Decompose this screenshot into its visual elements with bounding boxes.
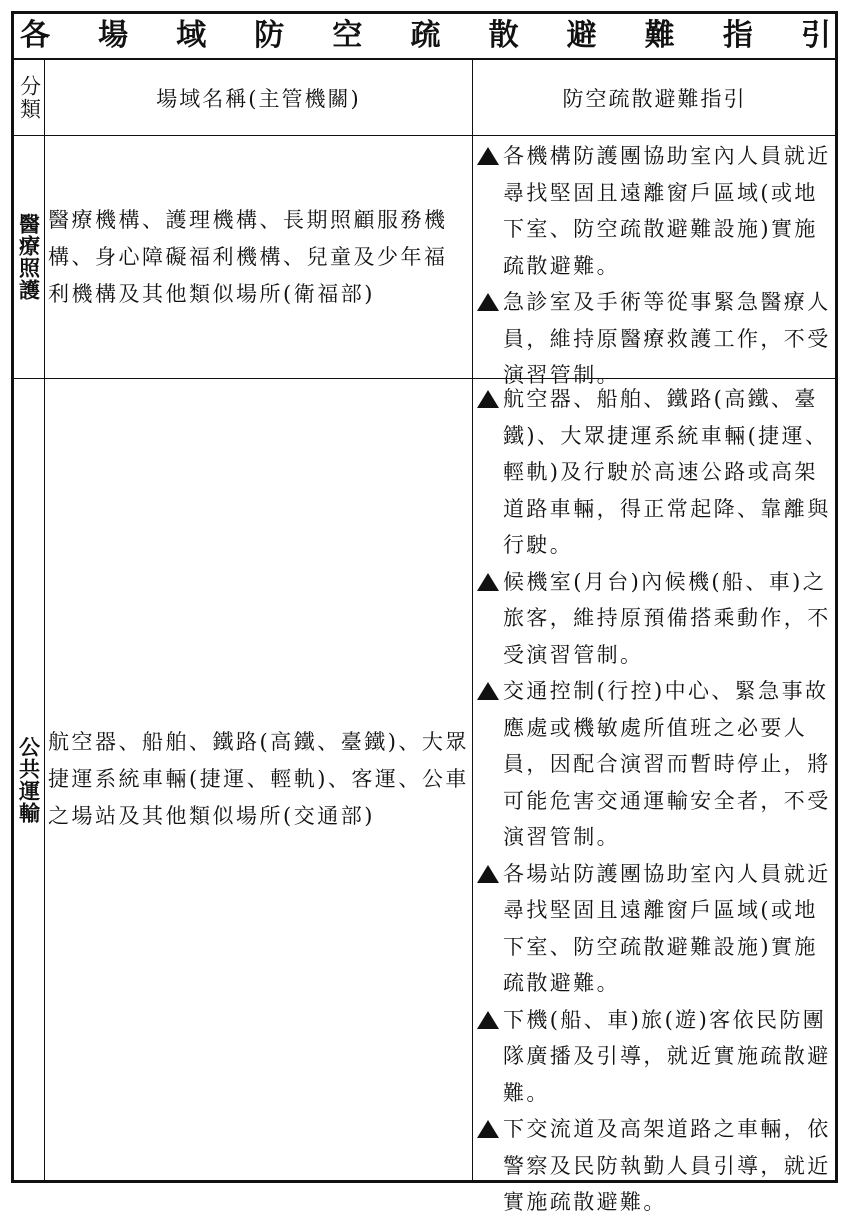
- triangle-bullet-icon: [476, 1111, 503, 1147]
- row-category: 醫療照護: [16, 213, 42, 301]
- guidance-item: [476, 673, 831, 856]
- header-guidance: 防空疏散避難指引: [562, 86, 747, 111]
- guidance-item: [476, 138, 831, 284]
- row-medical-category-cell: [14, 136, 44, 378]
- triangle-bullet-icon: [476, 564, 503, 600]
- guidance-text: 各場站防護團協助室內人員就近尋找堅固且遠離窗戶區域(或地下室、防空疏散避難設施)實施疏散避難。: [503, 861, 831, 995]
- row-venue: 醫療機構、護理機構、長期照顧服務機構、身心障礙福利機構、兒童及少年福利機構及其他類似場所(衛福部): [48, 207, 448, 306]
- row-category: 公共運輸: [16, 735, 42, 824]
- guidance-text: 下交流道及高架道路之車輛，依警察及民防執勤人員引導，就近實施疏散避難。: [503, 1117, 831, 1214]
- row-venue: 航空器、船舶、鐵路(高鐵、臺鐵)、大眾捷運系統車輛(捷運、輕軌)、客運、公車之場站及其他類似場所(交通部): [48, 730, 469, 828]
- guidance-text: 交通控制(行控)中心、緊急事故應處或機敏處所值班之必要人員，因配合演習而暫時停止，將可能危害交通運輸安全者，不受演習管制。: [503, 679, 831, 849]
- guidance-text: 航空器、船舶、鐵路(高鐵、臺鐵)、大眾捷運系統車輛(捷運、輕軌)及行駛於高速公路或高架道路車輛，得正常起降、靠離與行駛。: [503, 387, 831, 557]
- guidance-item: [476, 381, 831, 564]
- row-transport-venue-cell: [45, 379, 472, 1180]
- guidance-text: 急診室及手術等從事緊急醫療人員，維持原醫療救護工作，不受演習管制。: [503, 290, 831, 387]
- guidance-text: 候機室(月台)內候機(船、車)之旅客，維持原預備搭乘動作，不受演習管制。: [503, 569, 831, 667]
- header-category-cell: [14, 60, 44, 135]
- title-char: 指: [722, 18, 753, 53]
- row-transport-category-cell: [14, 379, 44, 1180]
- title-char: 引: [800, 18, 831, 53]
- title-char: 場: [98, 18, 129, 53]
- triangle-bullet-icon: [476, 1002, 503, 1038]
- guidance-text: 各機構防護團協助室內人員就近尋找堅固且遠離窗戶區域(或地下室、防空疏散避難設施)實施疏散避難。: [503, 144, 831, 278]
- title-char: 各: [20, 18, 50, 53]
- title-char: 避: [566, 18, 597, 53]
- guidance-item: [476, 564, 831, 674]
- triangle-bullet-icon: [476, 856, 503, 892]
- row-medical-guidance-cell: [474, 136, 835, 387]
- table-title: [14, 14, 835, 60]
- guidance-item: [476, 1002, 831, 1112]
- header-guidance-cell: [474, 60, 835, 135]
- title-char: 疏: [410, 18, 441, 53]
- guideline-table: [11, 11, 838, 1214]
- triangle-bullet-icon: [476, 381, 503, 417]
- triangle-bullet-icon: [476, 138, 503, 174]
- title-char: 防: [254, 18, 285, 53]
- row-medical-venue-cell: [45, 136, 472, 378]
- header-venue: 場域名稱(主管機關): [156, 86, 361, 111]
- table-body: [14, 60, 835, 1214]
- title-char: 域: [176, 18, 207, 53]
- guidance-item: [476, 856, 831, 1002]
- row-transport-guidance-cell: [474, 379, 835, 1214]
- triangle-bullet-icon: [476, 673, 503, 709]
- guidance-text: 下機(船、車)旅(遊)客依民防團隊廣播及引導，就近實施疏散避難。: [503, 1007, 831, 1105]
- column-divider: [472, 60, 473, 1180]
- triangle-bullet-icon: [476, 284, 503, 320]
- guidance-item: [476, 284, 831, 394]
- guidance-item: [476, 1111, 831, 1221]
- title-char: 散: [488, 18, 519, 53]
- title-char: 難: [644, 18, 675, 53]
- header-venue-cell: [45, 60, 472, 135]
- title-char: 空: [332, 18, 363, 53]
- header-category: 分類: [17, 74, 42, 121]
